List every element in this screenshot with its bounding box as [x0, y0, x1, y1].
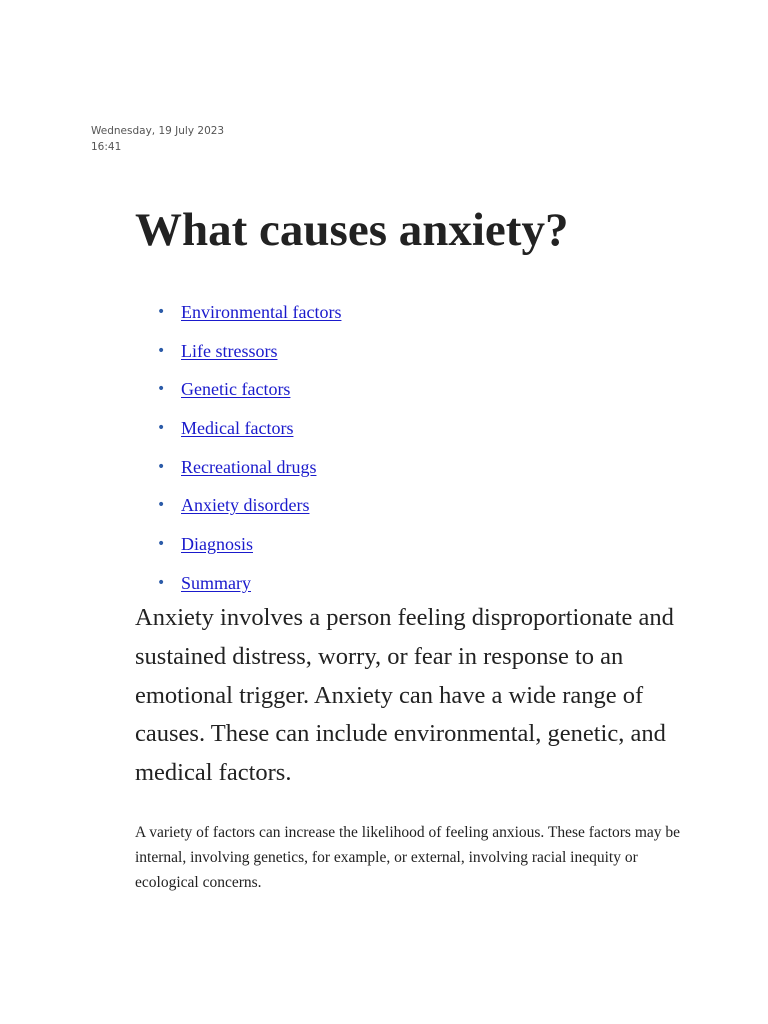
toc-link-anxiety-disorders[interactable]: Anxiety disorders — [181, 495, 310, 516]
body-paragraph: A variety of factors can increase the likelihood of feeling anxious. These factors may be internal, involving genetics, for example, or external, involving racial inequity or ecological concerns. — [135, 824, 681, 891]
toc-link-medical-factors[interactable]: Medical factors — [181, 418, 294, 439]
toc-item-diagnosis — [155, 531, 341, 570]
table-of-contents — [155, 299, 341, 609]
toc-item-environmental-factors — [155, 299, 341, 338]
lead-paragraph: Anxiety involves a person feeling disproportionate and sustained distress, worry, or fear in response to an emotional trigger. Anxiety can have a wide range of causes. These can include environmental, genetic, and medical factors. — [135, 604, 674, 787]
toc-link-recreational-drugs[interactable]: Recreational drugs — [181, 456, 317, 477]
bullet-icon: • — [157, 342, 166, 359]
bullet-icon: • — [157, 536, 166, 553]
toc-link-genetic-factors[interactable]: Genetic factors — [181, 379, 291, 400]
toc-link-summary[interactable]: Summary — [181, 572, 251, 593]
bullet-icon: • — [157, 304, 166, 320]
note-time: 16:41 — [91, 141, 122, 153]
note-date: Wednesday, 19 July 2023 — [91, 125, 225, 137]
article-title: What causes anxiety? — [135, 204, 569, 256]
toc-item-recreational-drugs — [155, 454, 341, 493]
bullet-icon: • — [157, 497, 166, 514]
toc-link-diagnosis[interactable]: Diagnosis — [181, 534, 253, 555]
toc-item-medical-factors — [155, 415, 341, 454]
toc-item-genetic-factors — [155, 376, 341, 415]
note-timestamp — [91, 123, 224, 155]
bullet-icon: • — [157, 458, 166, 475]
toc-item-anxiety-disorders — [155, 492, 341, 531]
toc-link-life-stressors[interactable]: Life stressors — [181, 340, 278, 361]
bullet-icon: • — [157, 420, 166, 437]
bullet-icon: • — [157, 381, 166, 398]
toc-item-life-stressors — [155, 338, 341, 377]
bullet-icon: • — [157, 574, 166, 591]
toc-link-environmental-factors[interactable]: Environmental factors — [181, 302, 342, 322]
